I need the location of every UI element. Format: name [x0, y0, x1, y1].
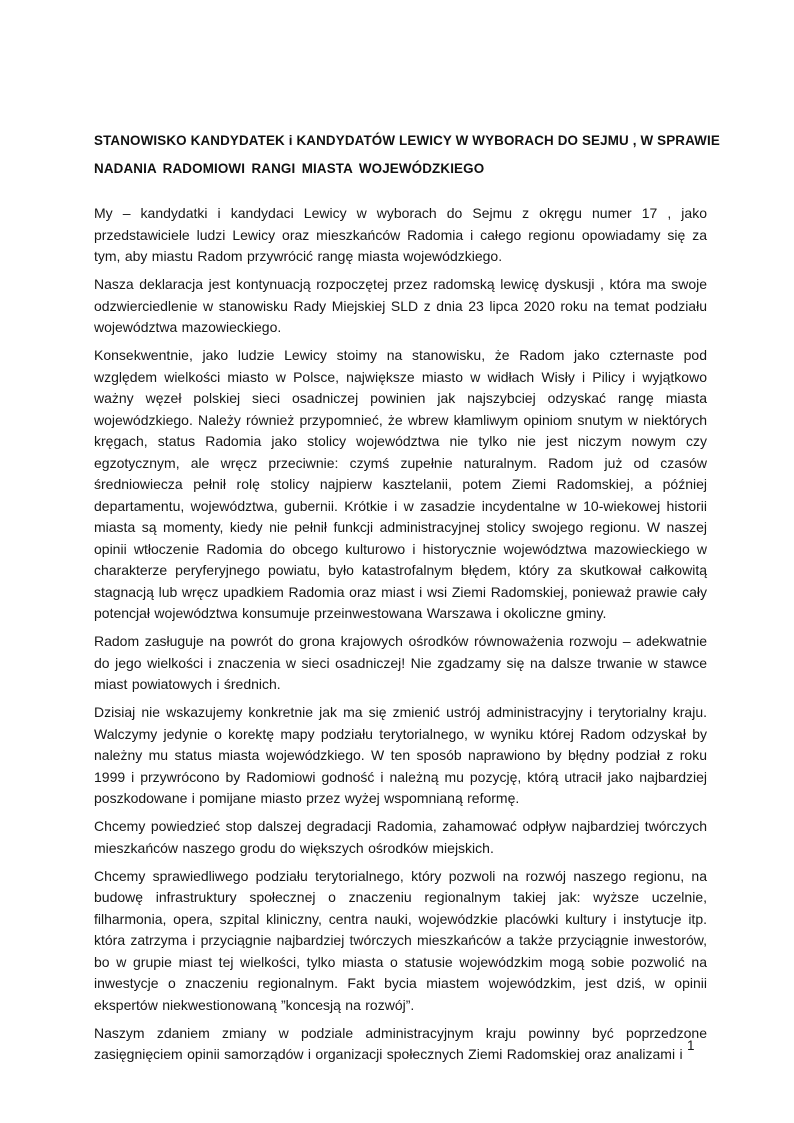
- paragraph-declaration-continuation: Nasza deklaracja jest kontynuacją rozpoczętej przez radomską lewicę dyskusji , która ma swoje odzwierciedlenie w stanowisku Rady Miejskiej SLD z dnia 23 lipca 2020 roku na temat podziału województwa mazowieckiego.: [94, 276, 707, 335]
- document-title-line-2: NADANIA RADOMIOWI RANGI MIASTA WOJEWÓDZKIEGO: [94, 160, 485, 176]
- paragraph-fair-territorial-division: Chcemy sprawiedliwego podziału terytorialnego, który pozwoli na rozwój naszego regionu, na budowę infrastruktury społecznej o znaczeniu regionalnym takiej jak: wyższe uczelnie, filharmonia, opera, szpital kliniczny, centra nauki, wojewódzkie placówki kultury i instytucje itp. która zatrzyma i przyciągnie najbardziej twórczych mieszkańców a także przyciągnie inwestorów, bo w grupie miast tej wielkości, tylko miasta o statusie wojewódzkim mogą sobie pozwolić na inwestycje o znaczeniu regionalnym. Fakt bycia miastem wojewódzkim, jest dziś, w opinii ekspertów niekwestionowaną ”koncesją na rozwój”.: [94, 867, 707, 1013]
- paragraph-historical-argument: Konsekwentnie, jako ludzie Lewicy stoimy na stanowisku, że Radom jako czternaste pod względem wielkości miasto w Polsce, największe miasto w widłach Wisły i Pilicy i wyjątkowo ważny węzeł polskiej sieci osadniczej powinien jak najszybciej odzyskać rangę miasta wojewódzkiego. Należy również przypomnieć, że wbrew kłamliwym opiniom snutym w niektórych kręgach, status Radomia jako stolicy województwa nie tylko nie jest niczym nowym czy egzotycznym, ale wręcz przeciwnie: czymś zupełnie naturalnym. Radom już od czasów średniowiecza pełnił rolę stolicy najpierw kasztelanii, potem Ziemi Radomskiej, a później departamentu, województwa, gubernii. Krótkie i w zasadzie incydentalne w 10-wiekowej historii miasta są momenty, kiedy nie pełnił funkcji administracyjnej stolicy swojego regionu. W naszej opinii wtłoczenie Radomia do obcego kulturowo i historycznie województwa mazowieckiego w charakterze peryferyjnego powiatu, było katastrofalnym błędem, który za skutkował całkowitą stagnacją lub wręcz upadkiem Radomia oraz miast i wsi Ziemi Radomskiej, ponieważ prawie cały potencjał województwa konsumuje przeinwestowana Warszawa i okoliczne gminy.: [94, 347, 707, 621]
- document-title-line-1: STANOWISKO KANDYDATEK i KANDYDATÓW LEWICY W WYBORACH DO SEJMU , W SPRAWIE: [94, 133, 720, 148]
- document-content: [94, 127, 720, 1072]
- paragraph-map-correction: Dzisiaj nie wskazujemy konkretnie jak ma się zmienić ustrój administracyjny i terytorialny kraju. Walczymy jedynie o korektę mapy podziału terytorialnego, w wyniku której Radom odzyskał by należny mu status miasta wojewódzkiego. W ten sposób naprawiono by błędny podział z roku 1999 i przywrócono by Radomiowi godność i należną mu pozycję, którą utracił jako najbardziej poszkodowane i pomijane miasto przez wyżej wspomnianą reformę.: [94, 704, 707, 806]
- paragraph-consultations: Naszym zdaniem zmiany w podziale administracyjnym kraju powinny być poprzedzone zasięgnięciem opinii samorządów i organizacji społecznych Ziemi Radomskiej oraz analizami i: [94, 1024, 707, 1062]
- paragraph-declaration-intro: My – kandydatki i kandydaci Lewicy w wyborach do Sejmu z okręgu numer 17 , jako przedstawiciele ludzi Lewicy oraz mieszkańców Radomia i całego regionu opowiadamy się za tym, aby miastu Radom przywrócić rangę miasta wojewódzkiego.: [94, 205, 707, 264]
- paragraph-radom-deserves-return: Radom zasługuje na powrót do grona krajowych ośrodków równoważenia rozwoju – adekwatnie do jego wielkości i znaczenia w sieci osadniczej! Nie zgadzamy się na dalsze trwanie w stawce miast powiatowych i średnich.: [94, 633, 707, 692]
- document-title: [94, 127, 720, 182]
- page-number: 1: [687, 1038, 695, 1053]
- paragraph-stop-degradation: Chcemy powiedzieć stop dalszej degradacji Radomia, zahamować odpływ najbardziej twórczych mieszkańców naszego grodu do większych ośrodków miejskich.: [94, 818, 707, 856]
